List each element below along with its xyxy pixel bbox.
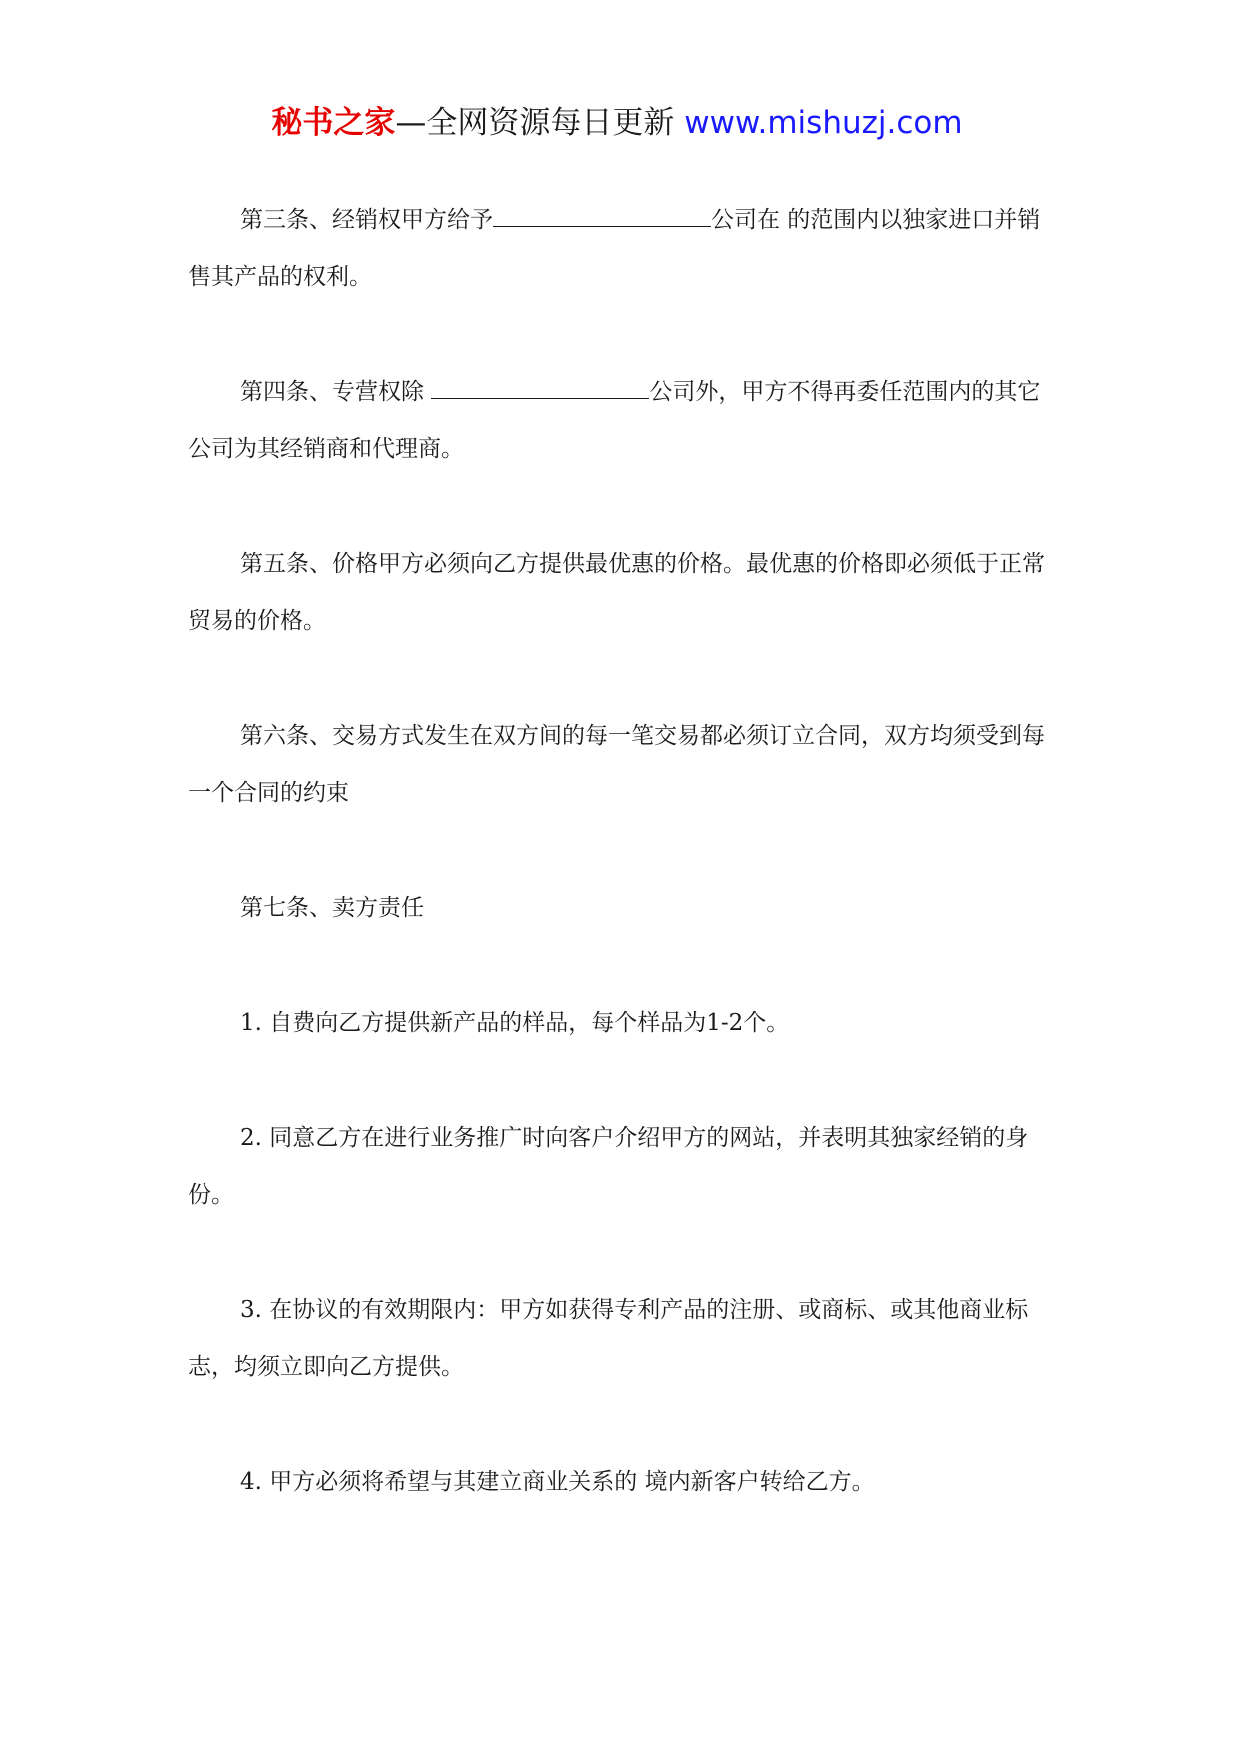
list-item-2: 2. 同意乙方在进行业务推广时向客户介绍甲方的网站，并表明其独家经销的身份。	[188, 1125, 1029, 1208]
header-url: www.mishuzj.com	[684, 105, 963, 141]
article-4-blank	[431, 376, 649, 399]
article-3-text-before: 第三条、经销权甲方给予	[240, 207, 493, 233]
article-3-text-after: 公司在 的范围内以独家进口并销售其产品的权利。	[188, 207, 1041, 290]
article-4-text-before: 第四条、专营权除	[240, 379, 432, 405]
article-4-text-after: 公司外，甲方不得再委任范围内的其它公司为其经销商和代理商。	[188, 379, 1041, 462]
article-6: 第六条、交易方式发生在双方间的每一笔交易都必须订立合同，双方均须受到每一个合同的约束	[188, 723, 1045, 806]
article-7: 第七条、卖方责任	[240, 895, 424, 921]
list-item-4: 4. 甲方必须将希望与其建立商业关系的 境内新客户转给乙方。	[240, 1469, 875, 1495]
list-item-1: 1. 自费向乙方提供新产品的样品，每个样品为1-2个。	[240, 1010, 790, 1036]
article-3	[188, 192, 1048, 306]
header-tagline: —全网资源每日更新	[395, 105, 675, 141]
header-brand: 秘书之家	[271, 105, 396, 141]
site-header	[0, 98, 1234, 148]
list-item-3: 3. 在协议的有效期限内：甲方如获得专利产品的注册、或商标、或其他商业标志，均须立即向乙方提供。	[188, 1297, 1029, 1380]
article-3-blank	[493, 204, 711, 227]
article-5: 第五条、价格甲方必须向乙方提供最优惠的价格。最优惠的价格即必须低于正常贸易的价格。	[188, 551, 1045, 634]
article-4	[188, 364, 1048, 478]
